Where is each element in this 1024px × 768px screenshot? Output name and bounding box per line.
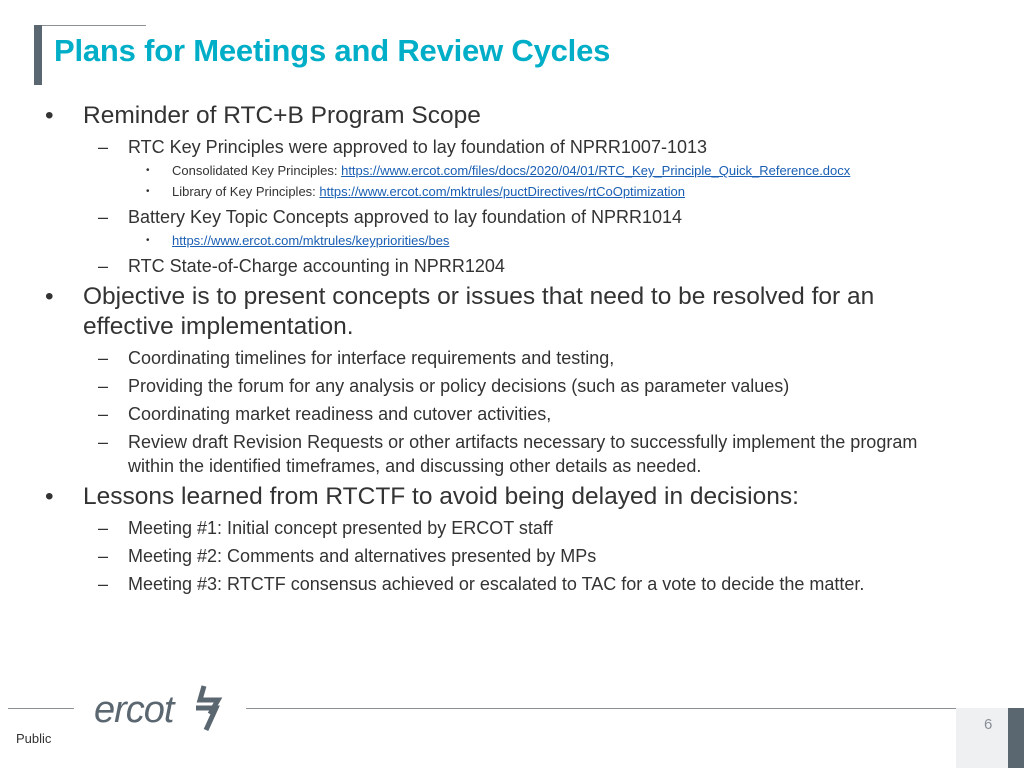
bullet-text: Reminder of RTC+B Program Scope	[83, 102, 481, 129]
dash-marker: –	[98, 348, 109, 368]
subbullet-forum	[40, 374, 940, 398]
subbullet-text: Meeting #1: Initial concept presented by ERCOT staff	[128, 518, 553, 538]
ercot-logo	[94, 682, 230, 734]
subbullet-text: Coordinating market readiness and cutover activities,	[128, 404, 552, 424]
subbullet-text: RTC Key Principles were approved to lay foundation of NPRR1007-1013	[128, 137, 707, 157]
dash-marker: –	[98, 432, 109, 452]
small-bullet-marker: •	[146, 186, 150, 197]
subbullet-text: RTC State-of-Charge accounting in NPRR1204	[128, 256, 505, 276]
bullet-marker: •	[45, 102, 54, 129]
subbullet-meeting-3	[40, 572, 940, 596]
slide-content	[40, 98, 940, 596]
dash-marker: –	[98, 376, 109, 396]
footer-left-rule	[8, 708, 74, 709]
bullet-marker: •	[45, 283, 54, 310]
subbullet-meeting-1	[40, 516, 940, 540]
dash-marker: –	[98, 546, 109, 566]
subbullet-meeting-2	[40, 544, 940, 568]
title-top-rule	[42, 25, 146, 26]
dash-marker: –	[98, 256, 109, 276]
slide-title: Plans for Meetings and Review Cycles	[54, 33, 611, 68]
link-item-library-principles	[40, 183, 940, 201]
ercot-lightning-bolt-icon	[196, 686, 218, 730]
subbullet-text: Battery Key Topic Concepts approved to lay foundation of NPRR1014	[128, 207, 683, 227]
page-edge-bar	[1008, 708, 1024, 768]
consolidated-principles-link[interactable]: https://www.ercot.com/files/docs/2020/04/01/RTC_Key_Principle_Quick_Reference.docx	[341, 163, 851, 178]
page-number: 6	[984, 716, 993, 733]
link-label: Library of Key Principles:	[172, 184, 320, 199]
classification-label: Public	[16, 731, 52, 746]
subbullet-review-drafts	[40, 430, 940, 478]
subbullet-text: Providing the forum for any analysis or policy decisions (such as parameter values)	[128, 376, 790, 396]
small-bullet-marker: •	[146, 235, 150, 246]
logo-wordmark: ercot	[94, 689, 174, 731]
bullet-lessons-learned	[40, 482, 940, 512]
bullet-objective	[40, 282, 940, 342]
subbullet-battery-concepts	[40, 205, 940, 229]
link-label: Consolidated Key Principles:	[172, 163, 342, 178]
subbullet-key-principles	[40, 135, 940, 159]
small-bullet-marker: •	[146, 165, 150, 176]
footer-rule	[246, 708, 982, 709]
subbullet-state-of-charge	[40, 254, 940, 278]
subbullet-text: Meeting #3: RTCTF consensus achieved or escalated to TAC for a vote to decide the matter.	[128, 574, 865, 594]
bullet-marker: •	[45, 483, 54, 510]
dash-marker: –	[98, 404, 109, 424]
subbullet-market-readiness	[40, 402, 940, 426]
subbullet-text: Meeting #2: Comments and alternatives presented by MPs	[128, 546, 597, 566]
dash-marker: –	[98, 574, 109, 594]
dash-marker: –	[98, 518, 109, 538]
link-item-consolidated-principles	[40, 162, 940, 180]
subbullet-text: Coordinating timelines for interface requirements and testing,	[128, 348, 615, 368]
subbullet-timelines	[40, 346, 940, 370]
bullet-text: Objective is to present concepts or issues that need to be resolved for an effective implementation.	[83, 283, 875, 340]
battery-keypriorities-link[interactable]: https://www.ercot.com/mktrules/keypriorities/bes	[172, 233, 450, 248]
dash-marker: –	[98, 137, 109, 157]
bullet-text: Lessons learned from RTCTF to avoid being delayed in decisions:	[83, 483, 799, 510]
dash-marker: –	[98, 207, 109, 227]
link-item-battery	[40, 232, 940, 250]
library-principles-link[interactable]: https://www.ercot.com/mktrules/puctDirectives/rtCoOptimization	[319, 184, 685, 199]
page-number-box	[956, 708, 1008, 768]
bullet-program-scope	[40, 101, 940, 131]
title-accent-bar	[34, 25, 42, 85]
subbullet-text: Review draft Revision Requests or other artifacts necessary to successfully implement the program within the identified timeframes, and discussing other details as needed.	[128, 432, 918, 476]
